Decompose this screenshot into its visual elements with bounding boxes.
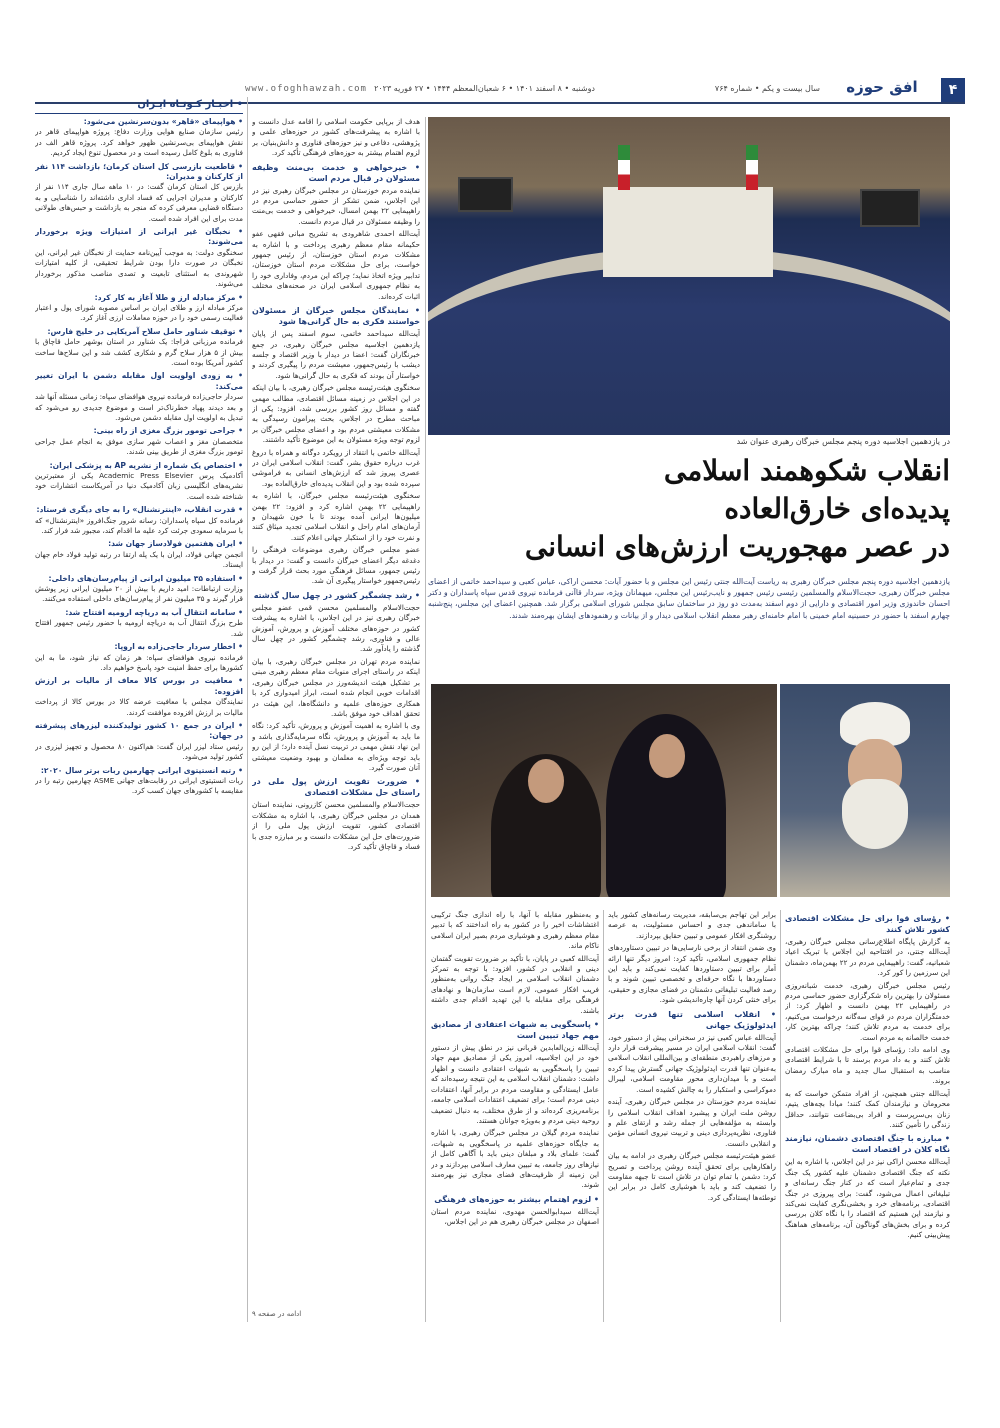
article-paragraph: برابر این تهاجم بی‌سابقه، مدیریت رسانه‌های کشور باید با ساماندهی جدی و احساس مسئولیت، به عرصه روشنگری افکار عمومی و تبیین حقایق بپردازند. — [608, 910, 776, 940]
news-item-title: • نخبگان غیر ایرانی از امتیازات ویژه برخوردار می‌شوند: — [35, 227, 243, 247]
article-paragraph: حجت‌الاسلام والمسلمین محسن قمی عضو مجلس خبرگان رهبری نیز در این اجلاس، با اشاره به پیشرفت کشور در حوزه‌های مختلف آموزش و پرورش، آموزش عالی و فناوری، رشد چشمگیر کشور در چهل سال گذشته را یادآور شد. — [252, 602, 420, 654]
column-divider — [425, 117, 426, 1322]
article-paragraph: حجت‌الاسلام والمسلمین محسن کازرونی، نماینده استان همدان در مجلس خبرگان رهبری، با اشاره به مشکلات اقتصادی کشور، تقویت ارزش پول ملی را از ضرورت‌های حل این مشکلات دانست و بر مبارزه جدی با فساد و قاچاق تأکید کرد. — [252, 800, 420, 851]
news-item-text: فرمانده مرزبانی فراجا: یک شناور در استان بوشهر حامل قاچاق با بیش از ۵ هزار سلاح گرم و شکاری کشف شد و این سلاح‌ها ساخت کشور آمریکا بوده است. — [35, 337, 243, 367]
article-paragraph: نماینده مردم تهران در مجلس خبرگان رهبری، با بیان اینکه در راستای اجرای منویات مقام معظم رهبری مبنی بر تشکیل هیئت اندیشه‌ورز در مجلس خبرگان رهبری، اقدامات خوبی انجام شده است، ابراز امیدواری کرد با همکاری حوزه‌های علمیه و دانشگاه‌ها، این هیئت در تحقق اهداف خود موفق باشد. — [252, 656, 420, 718]
face-left — [528, 759, 564, 803]
presidium-stage — [603, 187, 773, 277]
news-item-text: سخنگوی دولت: به موجب آیین‌نامه حمایت از نخبگان غیر ایرانی، این نخبگان در صورت دارا بودن شرایط تحقیقی، از کلیه امتیازات شهروندی به استثنای تابعیت و تصدی مناصب مذکور برخوردار می‌شوند. — [35, 247, 243, 289]
news-item-title: • اختصاص یک شماره از نشریه AP به پزشکی ایران: — [49, 460, 243, 470]
news-item — [35, 539, 243, 570]
article-paragraph: وی ادامه داد: رؤسای قوا برای حل مشکلات اقتصادی تلاش کنند و به داد مردم برسند تا با شرایط اقتصادی مناسب به استقبال سال جدید و ماه مبارک رمضان بروند. — [785, 1045, 950, 1086]
speaker-photo — [780, 684, 950, 897]
article-paragraph: و به‌منظور مقابله با آنها، با راه اندازی جنگ ترکیبی اغتشاشات اخیر را در کشور به راه انداختند که با تدبیر مقام معظم رهبری و هوشیاری مردم بصیر ایران اسلامی ناکام ماند. — [431, 910, 599, 951]
news-item-text: فرمانده کل سپاه پاسداران: رسانه شرور جنگ‌افروز «اینترنشنال» که با سرمایه سعودی جرئت کرد علیه ما اقدام کند، مجبور شد فرار کند. — [35, 515, 243, 536]
news-item-text: رئیس سازمان صنایع هوایی وزارت دفاع: پروژه هواپیمای قاهر در نقش هواپیمای بی‌سرنشین ظهور خواهد کرد. پروژه قاهر الف در فناوری به بلوغ کامل رسیده است و در محصول تنوع ایجاد کردیم. — [35, 127, 243, 158]
article-column-1 — [252, 117, 420, 1322]
article-column-4 — [785, 910, 950, 1322]
section-subheading: • رشد چشمگیر کشور در چهل سال گذشته — [253, 590, 420, 600]
article-paragraph: وی ضمن انتقاد از برخی نارسایی‌ها در تبیین دستاوردهای نظام جمهوری اسلامی، تأکید کرد: امروز دیگر تنها ارائه آمار برای تبیین دستاوردها کفایت نمی‌کند و باید این دستاوردها با نگاه حرفه‌ای و تخصصی تبیین شوند و با رصد فعالیت تبلیغاتی دشمنان در فضای مجازی و حقیقی، برای خنثی کردن آنها چاره‌اندیشی شود. — [608, 943, 776, 1005]
page-number: ۴ — [941, 78, 965, 102]
article-paragraph: هدف از برپایی حکومت اسلامی را اقامه عدل دانست و با اشاره به پیشرفت‌های کشور در حوزه‌های علمی و پژوهشی، دفاعی و نیز حوزه‌های فناوری و دانش‌بنیان، بر لزوم اهتمام بیشتر به حوزه‌های فرهنگی تأکید کرد. — [252, 117, 420, 158]
news-item-text: ربات انستیتوی ایرانی در رقابت‌های جهانی ASME چهارمین رتبه را در مقایسه با کشورهای جهان کسب کرد. — [35, 775, 243, 796]
news-item — [35, 426, 243, 457]
section-subheading: • انقلاب اسلامی تنها قدرت برتر ایدئولوژیک جهانی — [608, 1009, 776, 1030]
news-item-text: وزارت ارتباطات: امید داریم با بیش از ۲۰ میلیون ایرانی زیر پوشش قرار گیرند و ۳۵ میلیون نفر از پیام‌رسان‌های داخلی استفاده می‌کنند. — [35, 584, 243, 604]
article-paragraph: آیت‌الله خاتمی با انتقاد از رویکرد دوگانه و همراه با دروغ غرب درباره حقوق بشر، گفت: انقلاب اسلامی ایران در عصری پیروز شد که ارزش‌های انسانی به فراموشی سپرده شده بود و این انقلاب پدیده‌ای خارق‌العاده بود. — [252, 447, 420, 488]
article-kicker: در یازدهمین اجلاسیه دوره پنجم مجلس خبرگان رهبری عنوان شد — [736, 437, 950, 446]
news-item-text: متخصصان مغز و اعصاب شهر سازی موفق به انجام عمل جراحی تومور بزرگ مغزی از طریق بینی شدند. — [35, 436, 243, 457]
news-item-text: نمایندگان مجلس با معافیت عرضه کالا در بورس کالا از پرداخت مالیات بر ارزش افزوده موافقت کردند. — [35, 697, 243, 717]
article-paragraph: به گزارش پایگاه اطلاع‌رسانی مجلس خبرگان رهبری، آیت‌الله جنتی، در افتتاحیه این اجلاس با تبریک اعیاد شعبانیه، گفت: راهپیمایی مردم در ۲۲ بهمن‌ماه، دشمنان این سرزمین را کور کرد. — [785, 937, 950, 978]
news-item — [35, 608, 243, 639]
article-paragraph: آیت‌الله سیدابوالحسن مهدوی، نماینده مردم استان اصفهان در مجلس خبرگان رهبری هم در این اجلاس، — [431, 1206, 599, 1227]
monitor-left — [458, 177, 513, 212]
news-item-title: • قدرت انقلاب، «اینترنشنال» را به جای دیگری فرستاد: — [36, 505, 243, 515]
article-paragraph: آیت‌الله احمدی شاهرودی به تشریح مبانی فقهی عفو حکیمانه مقام معظم رهبری پرداخت و با اشاره به مشکلات مردم استان خوزستان، از رئیس جمهور خواست، برای حل مشکلات مردم استان خوزستان، تدابیر ویژه اتخاذ نماید؛ چراکه این مردم، وفاداری خود را به نظام جمهوری اسلامی ایران در صحنه‌های مختلف اثبات کرده‌اند. — [252, 229, 420, 301]
news-item-title: • مرکز مبادله ارز و طلا آغاز به کار کرد: — [94, 292, 243, 302]
headline-line-1: انقلاب شکوهمند اسلامی — [663, 454, 950, 487]
sidebar-news-list — [35, 114, 243, 1314]
news-item-title: • سامانه انتقال آب به دریاچه ارومیه افتتاح شد: — [65, 607, 243, 617]
section-subheading: • مبارزه با جنگ اقتصادی دشمنان، نیازمند نگاه کلان در اقتصاد است — [785, 1134, 950, 1155]
headline-line-2: پدیده‌ای خارق‌العاده — [724, 492, 950, 525]
section-subheading: • لزوم اهتمام بیشتر به حوزه‌های فرهنگی — [434, 1194, 599, 1204]
news-item-text: بازرس کل استان کرمان گفت: در ۱۰ ماهه سال جاری ۱۱۴ نفر از کارکنان و مدیران اجرایی که فساد اداری داشته‌اند را شناسایی و به دستگاه قضایی معرفی کرده که منجر به بازداشت و حبس‌های طولانی مدت برای این افراد شده است. — [35, 182, 243, 223]
flag-right — [746, 145, 758, 190]
news-item — [35, 117, 243, 159]
news-item-text: رئیس ستاد لیزر ایران گفت: هم‌اکنون ۸۰ محصول و تجهیز لیزری در کشور تولید می‌شود. — [35, 741, 243, 762]
article-headline — [428, 452, 950, 566]
article-column-2 — [431, 910, 599, 1322]
article-paragraph: عضو مجلس خبرگان رهبری موضوعات فرهنگی را دغدغه دیگر اعضای خبرگان دانست و گفت: در دیدار با رئیس جمهور، مسائل فرهنگی مورد بحث قرار گرفت و رئیس‌جمهور خواستار پیگیری آن شد. — [252, 545, 420, 586]
article-paragraph: نماینده مردم خوزستان در مجلس خبرگان رهبری، آینده روشن ملت ایران و پیشبرد اهداف انقلاب اسلامی را وابسته به مؤلفه‌هایی از جمله رشد و ارتقای علم و فناوری، نظریه‌پردازی دینی و تربیت نیروی انسانی مؤمن و انقلابی دانست. — [608, 1097, 776, 1148]
column-divider — [247, 97, 248, 1322]
article-paragraph: سخنگوی هیئت‌رئیسه مجلس خبرگان، با اشاره به راهپیمایی ۲۲ بهمن اشاره کرد و افزود: ۲۲ بهمن میلیون‌ها ایرانی آمده بودند تا با خون شهیدان و آرمان‌های امام راحل و انقلاب اسلامی تجدید میثاق کنند و نفرت خود را از استکبار جهانی اعلام کنند. — [252, 491, 420, 542]
flag-left — [618, 145, 630, 190]
article-paragraph: آیت‌الله محسن اراکی نیز در این اجلاس، با اشاره به این نکته که جنگ اقتصادی دشمنان علیه کشور یک جنگ جدی و تمام‌عیار است که در کنار جنگ رسانه‌ای و تبلیغاتی اعمال می‌شود، گفت: برای پیروزی در جنگ اقتصادی، برنامه‌های خرد و بخشی‌نگری کفایت نمی‌کند و نیازمند این هستیم که اقتصاد را با نگاه کلان بررسی کرده و برای بخش‌های گوناگون آن، برنامه‌های هماهنگ پیش‌بینی کنیم. — [785, 1157, 950, 1240]
news-item-text: فرمانده نیروی هوافضای سپاه: هر زمان که نیاز شود، ما به این کشورها برای حفظ امنیت خود پاسخ خواهیم داد. — [35, 652, 243, 672]
speaker-beard — [842, 779, 908, 849]
article-lead: یازدهمین اجلاسیه دوره پنجم مجلس خبرگان رهبری به ریاست آیت‌الله جنتی رئیس این مجلس و با حضور آیات: محسن اراکی، عباس کعبی و سیداحمد خاتمی از اعضای مجلس خبرگان رهبری، حجت‌الاسلام والمسلمین رئیسی رئیس جمهور و نایب‌رئیس این مجلس، میهمانان ویژه، سردار قاآنی فرمانده نیروی قدس سپاه پاسداران و دکتر احسان خاندوزی وزیر امور اقتصادی و دارایی از دوم اسفند به‌مدت دو روز در ساختمان سابق مجلس شورای اسلامی برگزار شد. همچنین اعضای این مجلس، پنج‌شنبه چهارم اسفند با حضور در حسینیه امام خمینی با امام خامنه‌ای رهبر معظم انقلاب اسلامی دیدار و از بیانات و رهنمودهای ایشان بهره‌مند شدند. — [428, 577, 950, 620]
website-url[interactable]: www.ofoghhawzah.com — [245, 84, 367, 94]
news-item-text: انجمن جهانی فولاد، ایران با یک پله ارتقا در رتبه تولید فولاد خام جهان ایستاد. — [35, 549, 243, 570]
news-item — [35, 505, 243, 536]
news-item-title: • جراحی تومور بزرگ مغزی از راه بینی: — [93, 426, 243, 436]
news-item — [35, 721, 243, 763]
news-item — [35, 327, 243, 369]
short-news-sidebar — [35, 97, 243, 1322]
date-line: دوشنبه • ۸ اسفند ۱۴۰۱ • ۶ شعبان‌المعظم ۱۴۴۴ • ۲۷ فوریه ۲۰۲۳ — [374, 84, 595, 93]
sidebar-heading: • اخبـار کـوتـاه ایـران — [35, 97, 243, 114]
news-item — [35, 574, 243, 605]
column-divider — [603, 910, 604, 1322]
article-paragraph: رئیس مجلس خبرگان رهبری، خدمت شبانه‌روزی مسئولان را بهترین راه شکرگزاری حضور حماسی مردم در راهپیمایی ۲۲ بهمن دانست و اظهار کرد: از خدمتگزاران مردم در قوای سه‌گانه درخواست می‌کنیم، برای خدمت به مردم تلاش کنند؛ چراکه بهترین کار، خدمت خالصانه به مردم است. — [785, 980, 950, 1042]
section-subheading: • خیرخواهی و خدمت بی‌منت وظیفه مسئولان در قبال مردم است — [252, 162, 420, 183]
news-item-text: سردار حاجی‌زاده فرمانده نیروی هوافضای سپاه: زمانی مسئله آنها شد و بعد دیدند پهپاد خطرناک‌تر است و موضوع جدیدی رو می‌شود که تبدیل به اولویت اول مقابله دشمن می‌شود. — [35, 392, 243, 422]
news-item-text: آکادمیک پرس Academic Press Elsevier یکی از معتبرترین نشریه‌های انگلیسی زبان آکادمیک دنیا در آمریکاست انتشارات خود شناخته شده است. — [35, 471, 243, 501]
news-item-title: • قاطعیت بازرسی کل استان کرمان؛ بازداشت ۱۱۴ نفر از کارکنان و مدیران: — [35, 161, 243, 182]
news-item-title: • ایران در جمع ۱۰ کشور تولیدکننده لیزرهای پیشرفته در جهان: — [35, 720, 243, 741]
news-item — [35, 371, 243, 423]
article-paragraph: آیت‌الله عباس کعبی نیز در سخنرانی پیش از دستور خود، گفت: انقلاب اسلامی ایران در مسیر پیشرفت قرار دارد و مرزهای راهبردی منطقه‌ای و بین‌المللی انقلاب اسلامی به‌عنوان تنها قدرت ایدئولوژیک جهانی گسترش پیدا کرده است و با میدان‌داری محور مقاومت اسلامی، لیبرال دموکراسی و استکبار را به چالش کشیده است. — [608, 1032, 776, 1094]
officials-photo — [431, 684, 777, 897]
news-item — [35, 642, 243, 673]
news-item — [35, 162, 243, 224]
article-paragraph: آیت‌الله کعبی در پایان، با تأکید بر ضرورت تقویت گفتمان دینی و انقلابی در کشور، افزود: با توجه به تمرکز دشمنان انقلاب اسلامی بر ایجاد جنگ روانی به‌منظور فریب افکار عمومی، لازم است سازمان‌ها و نهادهای فرهنگی برای مقابله با این تهدید اقدام جدی داشته باشند. — [431, 953, 599, 1015]
news-item-title: • معافیت در بورس کالا معاف از مالیات بر ارزش افزوده: — [35, 676, 243, 696]
news-item-title: • استفاده ۳۵ میلیون ایرانی از پیام‌رسان‌های داخلی: — [48, 573, 243, 583]
article-paragraph: آیت‌الله جنتی همچنین، از افراد متمکن خواست که به محرومان و نیازمندان کمک کنند؛ میادا بچه‌های یتیم، زنان بی‌سرپرست و افراد بی‌بضاعت نتوانند، حداقل زندگی را تأمین کنند. — [785, 1088, 950, 1129]
assembly-hall-photo — [428, 117, 950, 435]
article-paragraph: سخنگوی هیئت‌رئیسه مجلس خبرگان رهبری، با بیان اینکه در این اجلاس در زمینه مسائل اقتصادی، مطالب مهمی گفته و مسائل روز کشور بررسی شد، افزود: یکی از مباحث مطرح در اجلاس، بحث پیرامون رسیدگی به مشکلات معیشتی مردم بود و اعضای مجلس خبرگان بر لزوم توجه ویژه مسئولان به این موضوع تأکید داشتند. — [252, 383, 420, 445]
continued-note: ادامه در صفحه ۹ — [252, 1310, 302, 1318]
section-subheading: • نمایندگان مجلس خبرگان از مسئولان خواستند فکری به حال گرانی‌ها شود — [252, 306, 420, 327]
monitor-right — [860, 189, 920, 227]
news-item — [35, 676, 243, 718]
news-item — [35, 461, 243, 503]
article-column-3 — [608, 910, 776, 1322]
news-item-text: مرکز مبادله ارز و طلای ایران بر اساس مصوبه شورای پول و اعتبار فعالیت رسمی خود را در حوزه معاملات ارزی آغاز کرد. — [35, 302, 243, 323]
news-item-title: • به زودی اولویت اول مقابله دشمن با ایران تغییر می‌کند: — [35, 371, 243, 391]
face-right — [649, 734, 685, 778]
newspaper-logo: افق حوزه — [846, 78, 918, 96]
article-paragraph: نماینده مردم خوزستان در مجلس خبرگان رهبری نیز در این اجلاس، ضمن تشکر از حضور حماسی مردم در راهپیمایی ۲۲ بهمن امسال، خیرخواهی و خدمت بی‌منت را وظیفه مسئولان در قبال مردم دانست. — [252, 185, 420, 226]
news-item-title: • هواپیمای «قاهر» بدون‌سرنشین می‌شود: — [83, 117, 243, 126]
article-paragraph: عضو هیئت‌رئیسه مجلس خبرگان رهبری در ادامه به بیان راهکارهایی برای تحقق آینده روشن پرداخت و تصریح کرد: دشمن با تمام توان در تلاش است تا جبهه مقاومت را تضعیف کند و باید با هوشیاری کامل در برابر این توطئه‌ها ایستادگی کرد. — [608, 1151, 776, 1202]
article-paragraph: آیت‌الله سیداحمد خاتمی، سوم اسفند پس از پایان یازدهمین اجلاسیه مجلس خبرگان رهبری، در جمع خبرنگاران گفت: اعضا در دیدار با وزیر اقتصاد و جلسه دیشب با رئیس‌جمهور، معیشت مردم را پیگیری کردند و خواستار آن بودند که فکری به حال گرانی‌ها شود. — [252, 329, 420, 380]
news-item-title: • اخطار سردار حاجی‌زاده به اروپا: — [114, 642, 243, 652]
section-subheading: • رؤسای قوا برای حل مشکلات اقتصادی کشور تلاش کنند — [785, 914, 950, 934]
section-subheading: • پاسخگویی به شبهات اعتقادی از مصادیق مهم جهاد تبیین است — [431, 1020, 599, 1041]
article-paragraph: آیت‌الله زین‌العابدین قربانی نیز در نطق پیش از دستور خود در این اجلاسیه، امروز یکی از مصادیق مهم جهاد تبیین را پاسخگویی به شبهات اعتقادی دانست و اظهار داشت: دشمنان انقلاب اسلامی به این نتیجه رسیده‌اند که عامل ایستادگی و مقاومت مردم در برابر آنها، اعتقادات دینی مردم است؛ برای تضعیف اعتقادات اسلامی جامعه، برنامه‌ریزی کرده‌اند و از طرق مختلف، به دنبال تضعیف روحیه دینی مردم و به‌ویژه جوانان هستند. — [431, 1043, 599, 1125]
news-item-title: • توقیف شناور حامل سلاح آمریکایی در خلیج فارس: — [47, 326, 243, 336]
headline-line-3: در عصر مهجوریت ارزش‌های انسانی — [524, 530, 950, 563]
news-item-title: • ایران هفتمین فولادساز جهان شد: — [108, 539, 243, 549]
news-item — [35, 766, 243, 797]
article-paragraph: وی با اشاره به اهمیت آموزش و پرورش، تأکید کرد: نگاه ما باید به آموزش و پرورش، نگاه سرمایه‌گذاری باشد و این نهاد نقش مهمی در تربیت نسل آینده دارد؛ از این رو باید توجه ویژه‌ای به معلمان و بهبود وضعیت معیشتی آنان صورت گیرد. — [252, 721, 420, 772]
column-divider — [780, 910, 781, 1322]
news-item — [35, 227, 243, 289]
news-item-text: طرح بزرگ انتقال آب به دریاچه ارومیه با حضور رئیس جمهور افتتاح شد. — [35, 618, 243, 638]
news-item-title: • رتبه انستیتوی ایرانی چهارمین ربات برتر سال ۲۰۲۰: — [40, 765, 243, 775]
news-item — [35, 293, 243, 324]
article-paragraph: نماینده مردم گیلان در مجلس خبرگان رهبری، با اشاره به جایگاه حوزه‌های علمیه در پاسخگویی به شبهات، گفت: علمای بلاد و مبلغان دینی باید با آگاهی کامل از نیازهای روز جامعه، به تبیین معارف اسلامی بپردازند و در این زمینه از ظرفیت‌های فضای مجازی نیز بهره‌مند شوند. — [431, 1128, 599, 1190]
issue-info: سال بیست و یکم • شماره ۷۶۴ — [714, 84, 820, 93]
section-subheading: • ضرورت تقویت ارزش پول ملی در راستای حل مشکلات اقتصادی — [252, 777, 420, 798]
